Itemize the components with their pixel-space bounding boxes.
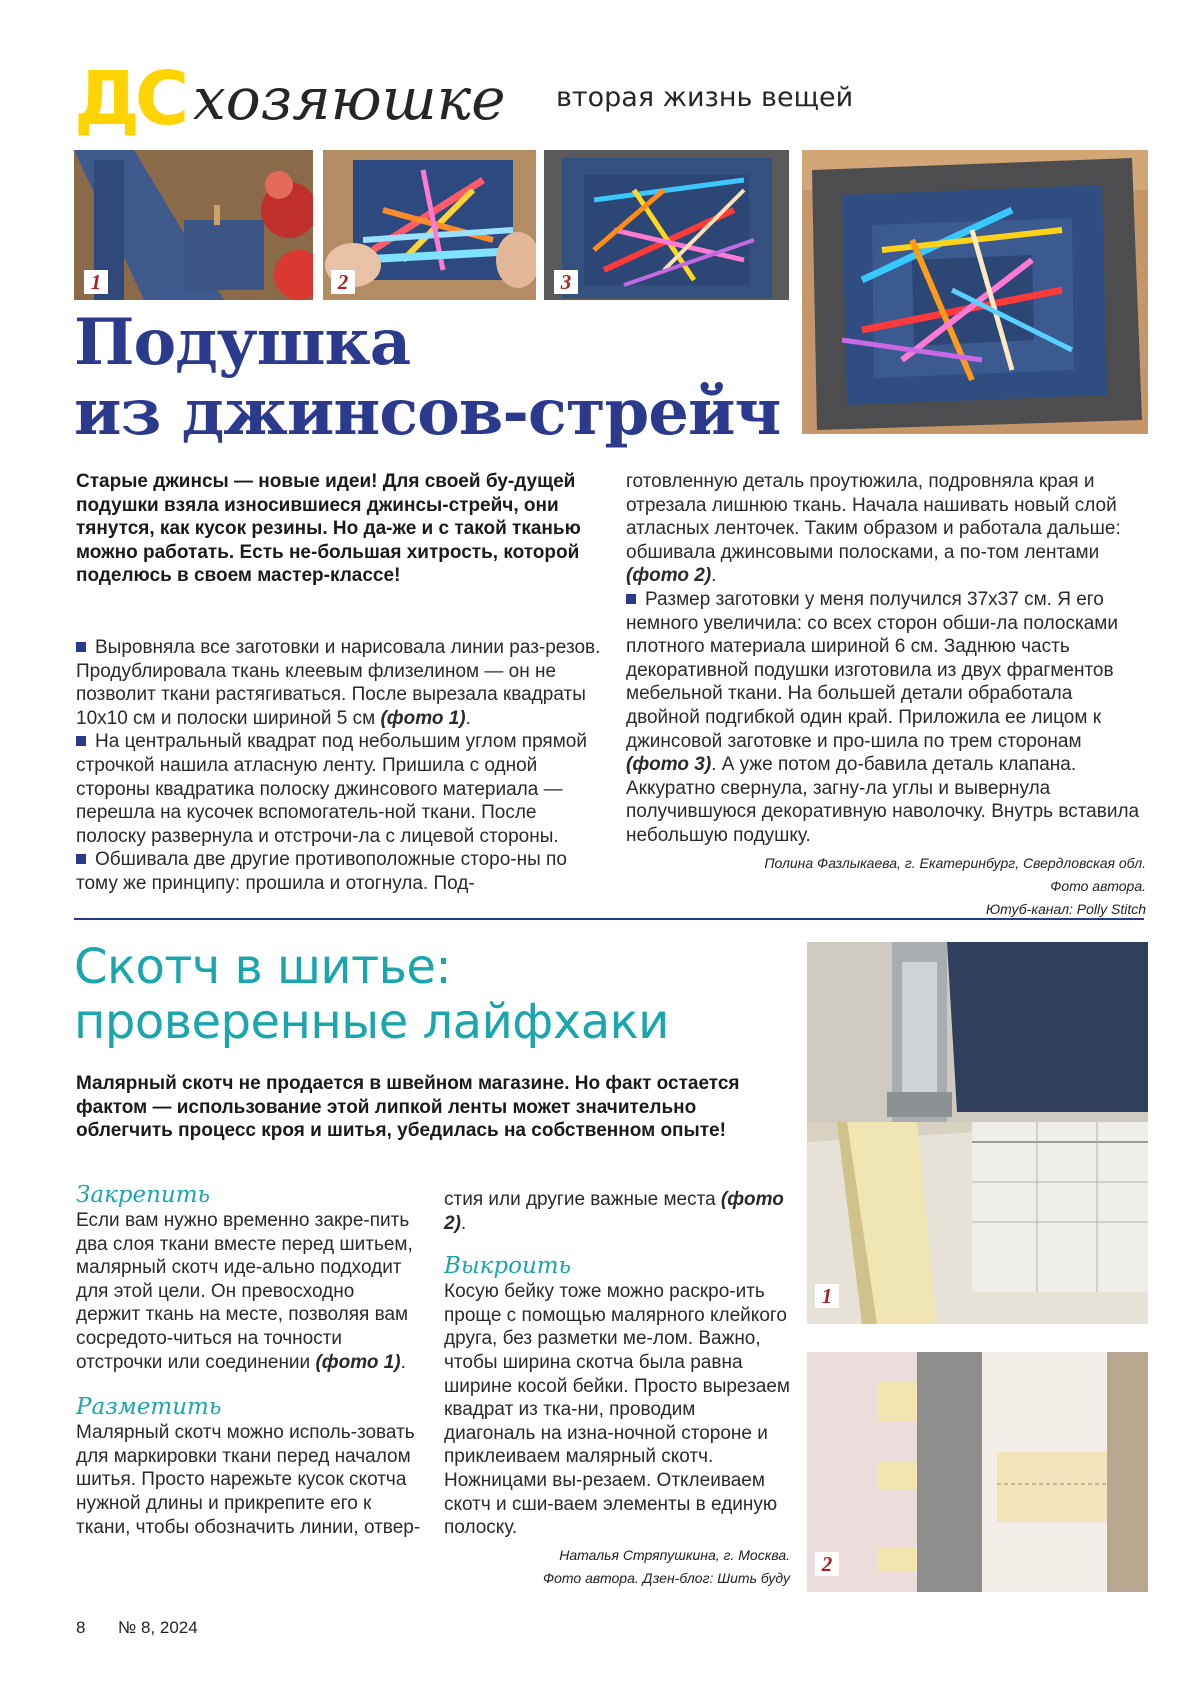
paragraph-text: На центральный квадрат под небольшим углом прямой строчкой нашила атласную ленту. Пришила с одной стороны квадратика полоску джинсового материала — перешла на кусочек вспомогатель-ной ткани. После полоску развернула и отстрочи-ла с лицевой стороны.: [76, 731, 587, 847]
paragraph: [76, 636, 606, 730]
paragraph-text: .: [711, 565, 717, 587]
paragraph-text: готовленную деталь проутюжила, подровняла края и отрезала лишнюю ткань. Начала нашивать новый слой атласных ленточек. Таким образом и работала дальше: обшивала джинсовыми полосками, а по-том лентами: [626, 471, 1121, 563]
photo-credit: Фото автора. Дзен-блог: Шить буду: [542, 1570, 790, 1586]
paragraph: [626, 588, 1146, 848]
photo-sewing-machine-tape: [807, 942, 1148, 1324]
subheading: Разметить: [76, 1394, 222, 1421]
paragraph-text: . А уже потом до-бавила деталь клапана. Аккуратно свернула, загну-ла углы и вывернула получившуюся декоративную наволочку. Внутрь вставила небольшую подушку.: [626, 754, 1140, 846]
paragraph: [76, 848, 606, 895]
paragraph-text: стия или другие важные места: [444, 1189, 721, 1210]
article-title-line: из джинсов-стрейч: [74, 375, 781, 450]
paragraph: [444, 1280, 790, 1540]
photo-number-badge: 1: [84, 270, 108, 294]
paragraph-text: Выровняла все заготовки и нарисовала линии раз-резов. Продублировала ткань клеевым флизелином — он не позволит ткани растягиваться. После вырезала квадраты 10х10 см и полоски шириной 5 см: [76, 637, 601, 729]
photo-credit: Фото автора.: [1050, 878, 1146, 894]
paragraph: [626, 470, 1146, 588]
paragraph-text: Обшивала две другие противоположные сторо-ны по тому же принципу: прошила и отогнула. Под-: [76, 849, 567, 894]
section-divider: [74, 918, 1144, 920]
issue-info: № 8, 2024: [118, 1618, 198, 1637]
photo-reference: (фото 2): [626, 565, 712, 587]
author-name: Наталья Стряпушкина, г. Москва.: [559, 1547, 790, 1563]
photo-number-badge: 1: [815, 1284, 839, 1308]
author-name: Полина Фазлыкаева, г. Екатеринбург, Свердловская обл.: [764, 855, 1146, 871]
bullet-square-icon: [76, 736, 86, 746]
article-signature: [444, 1544, 790, 1590]
article-column-middle: [444, 1188, 790, 1540]
photo-number-badge: 3: [554, 270, 578, 294]
article-column-right: [626, 470, 1146, 848]
paragraph-text: Косую бейку тоже можно раскро-ить проще с помощью малярного клейкого друга, без разметки ме-лом. Важно, чтобы ширина скотча была равна ширине косой бейки. Просто вырезаем квадрат из тка-ни, проводим диагональ на изна-ночной стороне и приклеиваем малярный скотч. Ножницами вы-резаем. Отклеиваем скотч и сши-ваем элементы в единую полоску.: [444, 1281, 790, 1539]
article-lead: Старые джинсы — новые идеи! Для своей бу-дущей подушки взяла износившиеся джинсы-стрейч, они тянутся, как кусок резины. Но да-же и с такой тканью можно работать. Есть не-большая хитрость, которой поделюсь в своем мастер-классе!: [76, 471, 581, 587]
bullet-square-icon: [76, 642, 86, 652]
paragraph: [76, 1209, 421, 1374]
article-title-line: проверенные лайфхаки: [74, 994, 669, 1050]
paragraph-text: .: [465, 707, 471, 729]
bullet-square-icon: [76, 854, 86, 864]
photo-tape-markings-fabric: [807, 1352, 1148, 1592]
article-title: [74, 940, 669, 1050]
article-column-left: [76, 1182, 421, 1539]
paragraph-text: .: [400, 1351, 406, 1373]
photo-finished-pillow: [802, 150, 1148, 434]
article-lead: Малярный скотч не продается в швейном магазине. Но факт остается фактом — использование этой липкой ленты может значительно облегчить процесс кроя и шитья, убедилась на собственном опыте!: [76, 1073, 740, 1142]
paragraph: [76, 1421, 421, 1539]
paragraph-text: Если вам нужно временно закре-пить два слоя ткани вместе перед шитьем, малярный скотч иде-ально подходит для этой цели. Он превосходно держит ткань на месте, позволяя вам сосредото-читься на точности отстрочки или соединении: [76, 1210, 413, 1373]
bullet-square-icon: [626, 594, 636, 604]
photo-number-badge: 2: [815, 1552, 839, 1576]
paragraph: [76, 730, 606, 848]
photo-reference: (фото 2): [444, 1189, 784, 1234]
channel-credit: Ютуб-канал: Polly Stitch: [985, 901, 1146, 917]
subheading: Выкроить: [444, 1253, 572, 1280]
article-title: [74, 305, 781, 450]
photo-number-badge: 2: [331, 270, 355, 294]
subheading: Закрепить: [76, 1182, 211, 1208]
photo-reference: (фото 1): [380, 707, 466, 729]
article-column-left: [76, 636, 606, 896]
paragraph: [444, 1188, 790, 1235]
magazine-logo-ds: ДС: [74, 56, 185, 142]
photo-reference: (фото 1): [315, 1351, 401, 1373]
article-title-line: Скотч в шитье:: [74, 939, 452, 995]
article-signature: [600, 852, 1146, 921]
article-title-line: Подушка: [74, 305, 411, 380]
page-number: 8: [76, 1618, 86, 1637]
photo-2-sewing-ribbons: [323, 150, 536, 300]
paragraph-text: Малярный скотч можно исполь-зовать для маркировки ткани перед началом шитья. Просто нарежьте кусок скотча нужной длины и прикрепите его к ткани, чтобы обозначить линии, отвер-: [76, 1422, 421, 1538]
paragraph-text: Размер заготовки у меня получился 37х37 см. Я его немного увеличила: со всех сторон обши-ла полосками плотного материала шириной 6 см. Заднюю часть декоративной подушки изготовила из двух фрагментов мебельной ткани. На большей детали обработала двойной подгибкой один край. Приложила ее лицом к джинсовой заготовке и про-шила по трем сторонам: [626, 588, 1118, 752]
paragraph-text: .: [460, 1212, 467, 1234]
photo-1-cut-pieces: [74, 150, 313, 300]
section-subtitle: вторая жизнь вещей: [556, 82, 854, 113]
photo-3-patchwork-square: [544, 150, 789, 300]
photo-reference: (фото 3): [626, 754, 712, 776]
rubric-title: хозяюшке: [193, 65, 506, 133]
